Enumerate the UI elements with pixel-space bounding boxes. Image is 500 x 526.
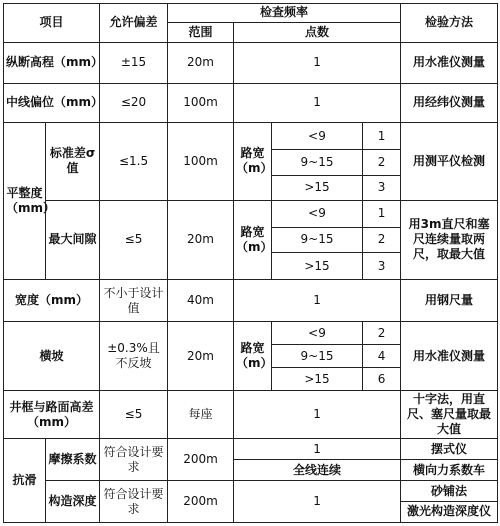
row-well-points: 1 (234, 391, 401, 439)
row-slope-method: 用水准仪测量 (401, 322, 498, 391)
width-lt9: <9 (272, 200, 363, 227)
row-longitudinal-tolerance: ±15 (100, 42, 168, 83)
row-skid-texture-item: 构造深度 (46, 481, 100, 523)
row-flatness-std-method: 用测平仪检测 (401, 123, 498, 200)
row-skid-friction-range: 200m (168, 439, 234, 481)
row-flatness-max-method: 用3m直尺和塞尺连续量取两尺，取最大值 (401, 200, 498, 280)
header-frequency: 检查频率 (168, 4, 401, 23)
row-flatness-max-range: 20m (168, 200, 234, 280)
row-skid-friction-tolerance: 符合设计要求 (100, 439, 168, 481)
row-longitudinal-item: 纵断高程（mm） (4, 42, 100, 83)
points-value: 4 (363, 345, 401, 368)
row-width-range: 40m (168, 280, 234, 322)
points-value: 2 (363, 150, 401, 175)
row-skid-texture-method: 激光构造深度仪 (401, 501, 498, 522)
row-longitudinal-method: 用水准仪测量 (401, 42, 498, 83)
header-item: 项目 (4, 4, 100, 43)
row-skid-texture-tolerance: 符合设计要求 (100, 481, 168, 523)
row-width-method: 用钢尺量 (401, 280, 498, 322)
row-skid-label: 抗滑 (4, 439, 46, 523)
width-lt9: <9 (272, 322, 363, 345)
row-skid-texture-points: 1 (234, 481, 401, 523)
row-flatness-std-tolerance: ≤1.5 (100, 123, 168, 200)
row-width-points: 1 (234, 280, 401, 322)
row-centerline-tolerance: ≤20 (100, 83, 168, 123)
width-gt15: >15 (272, 252, 363, 279)
road-width-label: 路宽（m） (234, 200, 272, 280)
inspection-table (3, 3, 498, 523)
row-skid-friction-method: 横向力系数车 (401, 460, 498, 481)
points-value: 6 (363, 368, 401, 391)
width-lt9: <9 (272, 123, 363, 150)
row-flatness-max-item: 最大间隙 (46, 200, 100, 280)
row-skid-friction-item: 摩擦系数 (46, 439, 100, 481)
row-skid-texture-range: 200m (168, 481, 234, 523)
row-well-item: 井框与路面高差（mm） (4, 391, 100, 439)
points-value: 3 (363, 252, 401, 279)
row-longitudinal-points: 1 (234, 42, 401, 83)
row-width-item: 宽度（mm） (4, 280, 100, 322)
row-slope-range: 20m (168, 322, 234, 391)
road-width-label: 路宽（m） (234, 322, 272, 391)
width-9-15: 9~15 (272, 150, 363, 175)
row-skid-friction-method: 摆式仪 (401, 439, 498, 460)
header-range: 范围 (168, 22, 234, 42)
header-method: 检验方法 (401, 4, 498, 43)
road-width-label: 路宽（m） (234, 123, 272, 200)
row-centerline-points: 1 (234, 83, 401, 123)
width-9-15: 9~15 (272, 227, 363, 252)
width-gt15: >15 (272, 175, 363, 200)
width-gt15: >15 (272, 368, 363, 391)
row-flatness-max-tolerance: ≤5 (100, 200, 168, 280)
row-centerline-method: 用经纬仪测量 (401, 83, 498, 123)
points-value: 1 (363, 123, 401, 150)
header-tolerance: 允许偏差 (100, 4, 168, 43)
row-centerline-item: 中线偏位（mm） (4, 83, 100, 123)
row-slope-tolerance: ±0.3%且不反坡 (100, 322, 168, 391)
points-value: 1 (363, 200, 401, 227)
row-slope-item: 横坡 (4, 322, 100, 391)
points-value: 2 (363, 322, 401, 345)
row-skid-friction-points: 全线连续 (234, 460, 401, 481)
width-9-15: 9~15 (272, 345, 363, 368)
points-value: 3 (363, 175, 401, 200)
row-flatness-std-range: 100m (168, 123, 234, 200)
row-well-method: 十字法，用直尺、塞尺量取最大值 (401, 391, 498, 439)
row-flatness-std-item: 标准差σ值 (46, 123, 100, 200)
row-well-range: 每座 (168, 391, 234, 439)
row-skid-friction-points: 1 (234, 439, 401, 460)
row-centerline-range: 100m (168, 83, 234, 123)
row-flatness-label: 平整度（mm） (4, 123, 46, 280)
row-longitudinal-range: 20m (168, 42, 234, 83)
header-points: 点数 (234, 22, 401, 42)
row-width-tolerance: 不小于设计值 (100, 280, 168, 322)
row-skid-texture-method: 砂铺法 (401, 481, 498, 502)
points-value: 2 (363, 227, 401, 252)
row-well-tolerance: ≤5 (100, 391, 168, 439)
